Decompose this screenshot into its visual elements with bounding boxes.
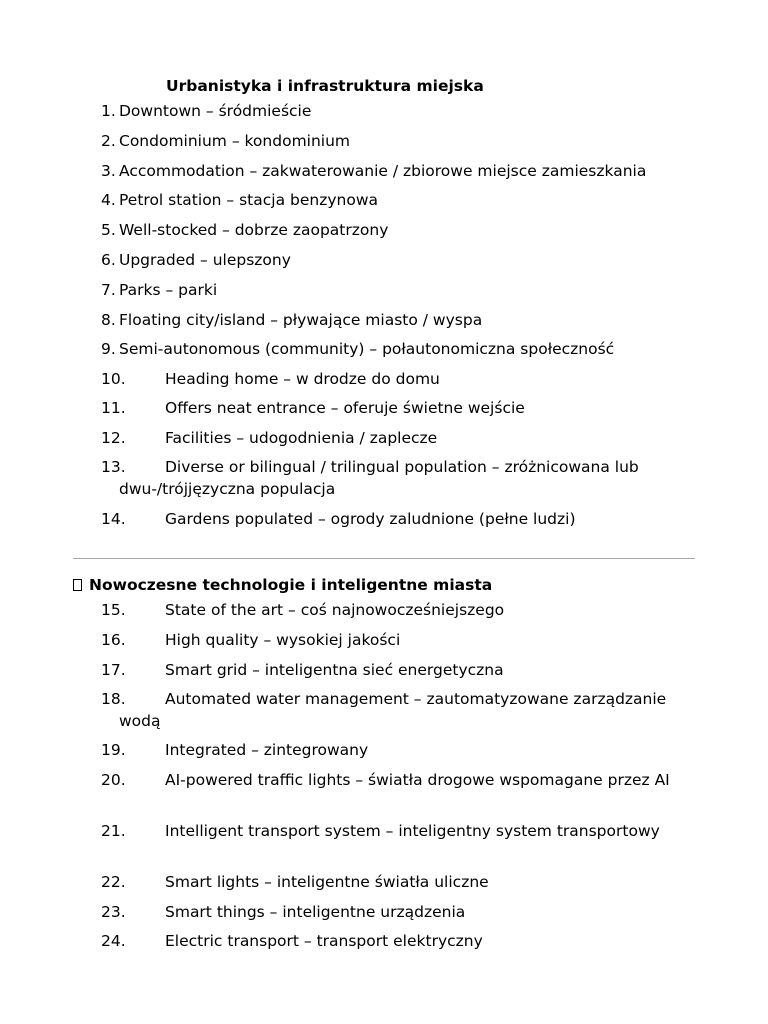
item-text: Semi-autonomous (community) – połautonomiczna społeczność [119, 340, 615, 358]
item-text: Electric transport – transport elektryczny [165, 932, 483, 950]
list-item [101, 599, 701, 621]
section1-title: Urbanistyka i infrastruktura miejska [166, 77, 484, 95]
section2-title: Nowoczesne technologie i inteligentne miasta [89, 576, 493, 594]
item-text: Downtown – śródmieście [119, 102, 312, 120]
item-number: 8. [101, 311, 116, 329]
item-number: 13. [101, 458, 126, 476]
item-number: 19. [101, 741, 126, 759]
item-number: 3. [101, 162, 116, 180]
list-item [101, 659, 701, 681]
item-text: Petrol station – stacja benzynowa [119, 191, 378, 209]
item-text: Integrated – zintegrowany [165, 741, 369, 759]
item-number: 20. [101, 771, 126, 789]
item-text: Offers neat entrance – oferuje świetne wejście [165, 399, 525, 417]
item-text: Smart grid – inteligentna sieć energetyczna [165, 661, 504, 679]
item-text: Accommodation – zakwaterowanie / zbiorowe miejsce zamieszkania [119, 162, 647, 180]
item-text: Diverse or bilingual / trilingual population – zróżnicowana lub dwu-/trójjęzyczna populacja [119, 458, 639, 498]
item-number: 23. [101, 903, 126, 921]
list-item [101, 688, 701, 732]
item-number: 17. [101, 661, 126, 679]
item-number: 4. [101, 191, 116, 209]
list-item [101, 930, 701, 952]
list-item [101, 130, 701, 152]
item-text: State of the art – coś najnowocześniejszego [165, 601, 505, 619]
list-item [101, 508, 701, 530]
item-text: AI-powered traffic lights – światła drogowe wspomagane przez AI [165, 771, 670, 789]
item-text: Intelligent transport system – inteligentny system transportowy [165, 822, 660, 840]
item-text: Gardens populated – ogrody zaludnione (pełne ludzi) [165, 510, 576, 528]
list-item [101, 901, 701, 923]
missing-glyph-icon [73, 579, 82, 591]
item-text: High quality – wysokiej jakości [165, 631, 401, 649]
item-number: 24. [101, 932, 126, 950]
item-number: 12. [101, 429, 126, 447]
item-number: 21. [101, 822, 126, 840]
item-number: 2. [101, 132, 116, 150]
list-item [101, 309, 701, 331]
list-item [101, 100, 701, 122]
item-number: 15. [101, 601, 126, 619]
item-number: 14. [101, 510, 126, 528]
item-text: Parks – parki [119, 281, 218, 299]
item-text: Automated water management – zautomatyzowane zarządzanie wodą [119, 690, 667, 730]
item-number: 10. [101, 370, 126, 388]
list-item [101, 739, 701, 761]
list-item [101, 871, 701, 893]
list-item [101, 160, 701, 182]
list-item [101, 249, 701, 271]
list-item [101, 338, 701, 360]
list-item [101, 219, 701, 241]
list-item [101, 427, 701, 449]
section2-title-row [73, 575, 492, 595]
item-text: Condominium – kondominium [119, 132, 351, 150]
list-item [101, 189, 701, 211]
item-number: 7. [101, 281, 116, 299]
item-text: Smart lights – inteligentne światła uliczne [165, 873, 489, 891]
item-number: 1. [101, 102, 116, 120]
item-number: 9. [101, 340, 116, 358]
item-number: 5. [101, 221, 116, 239]
item-text: Smart things – inteligentne urządzenia [165, 903, 466, 921]
item-number: 16. [101, 631, 126, 649]
item-number: 18. [101, 690, 126, 708]
item-text: Upgraded – ulepszony [119, 251, 291, 269]
list-item [101, 629, 701, 651]
item-text: Floating city/island – pływające miasto / wyspa [119, 311, 483, 329]
item-number: 22. [101, 873, 126, 891]
item-text: Well-stocked – dobrze zaopatrzony [119, 221, 389, 239]
section-divider [73, 558, 695, 559]
list-item [101, 456, 701, 500]
list-item [101, 368, 701, 390]
list-item [101, 279, 701, 301]
item-number: 6. [101, 251, 116, 269]
item-text: Facilities – udogodnienia / zaplecze [165, 429, 438, 447]
list-item [101, 397, 701, 419]
item-number: 11. [101, 399, 126, 417]
list-item [101, 769, 701, 791]
list-item [101, 820, 701, 842]
item-text: Heading home – w drodze do domu [165, 370, 440, 388]
